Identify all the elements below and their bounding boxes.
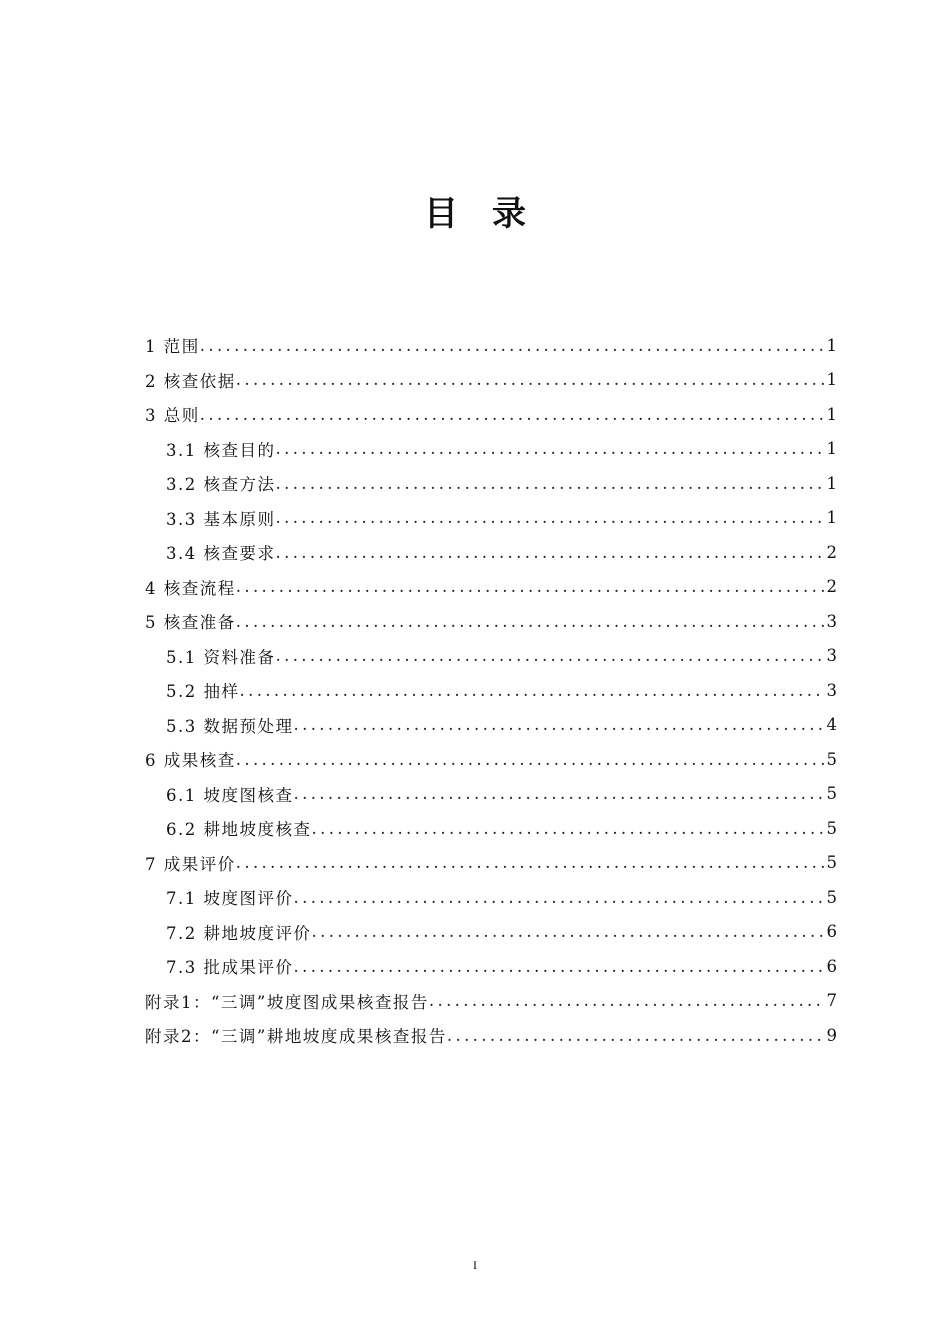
toc-entry-page: 5: [826, 818, 837, 838]
toc-dot-leader: [236, 612, 825, 631]
toc-entry[interactable]: [145, 432, 837, 467]
toc-dot-leader: [294, 784, 825, 803]
toc-entry-label: 3 总则: [145, 406, 200, 426]
toc-dot-leader: [200, 336, 825, 355]
toc-entry[interactable]: [145, 466, 837, 501]
toc-entry[interactable]: [145, 363, 837, 398]
toc-entry[interactable]: [145, 639, 837, 674]
toc-entry[interactable]: [145, 328, 837, 363]
toc-entry-label: 6 成果核查: [145, 751, 236, 771]
toc-dot-leader: [276, 646, 825, 665]
toc-entry[interactable]: [145, 397, 837, 432]
toc-entry-label: 6.2 耕地坡度核查: [166, 820, 312, 840]
toc-entry[interactable]: [145, 846, 837, 881]
toc-entry[interactable]: [145, 880, 837, 915]
toc-entry-page: 2: [826, 577, 837, 597]
toc-dot-leader: [276, 508, 825, 527]
toc-entry-page: 1: [826, 335, 837, 355]
toc-entry-page: 3: [826, 611, 837, 631]
toc-entry[interactable]: [145, 742, 837, 777]
table-of-contents: [145, 328, 837, 1053]
toc-dot-leader: [294, 888, 825, 907]
toc-entry-page: 9: [826, 1025, 837, 1045]
toc-entry-label: 5 核查准备: [145, 613, 236, 633]
toc-dot-leader: [429, 991, 825, 1010]
toc-entry-page: 2: [826, 542, 837, 562]
toc-entry[interactable]: [145, 915, 837, 950]
toc-entry-page: 5: [826, 887, 837, 907]
toc-dot-leader: [240, 681, 825, 700]
toc-entry-label: 3.2 核查方法: [166, 475, 276, 495]
toc-entry-page: 7: [826, 991, 837, 1011]
toc-entry-page: 5: [826, 749, 837, 769]
toc-entry-label: 4 核查流程: [145, 578, 236, 598]
toc-entry-label: 7.2 耕地坡度评价: [166, 923, 312, 943]
toc-entry-page: 4: [826, 715, 837, 735]
toc-entry-label: 1 范围: [145, 337, 200, 357]
toc-entry-label: 5.1 资料准备: [166, 647, 276, 667]
toc-entry[interactable]: [145, 535, 837, 570]
toc-dot-leader: [447, 1026, 825, 1045]
toc-entry[interactable]: [145, 949, 837, 984]
toc-entry-label: 3.4 核查要求: [166, 544, 276, 564]
toc-dot-leader: [276, 543, 825, 562]
toc-entry-page: 6: [826, 922, 837, 942]
toc-entry[interactable]: [145, 673, 837, 708]
toc-dot-leader: [200, 405, 825, 424]
toc-entry-label: 3.1 核查目的: [166, 440, 276, 460]
toc-entry-page: 1: [826, 404, 837, 424]
toc-dot-leader: [236, 370, 825, 389]
toc-entry-page: 3: [826, 646, 837, 666]
toc-entry-page: 5: [826, 784, 837, 804]
toc-entry[interactable]: [145, 811, 837, 846]
toc-dot-leader: [276, 439, 825, 458]
footer-page-number: I: [473, 1258, 477, 1272]
toc-entry-page: 6: [826, 956, 837, 976]
toc-entry-label: 3.3 基本原则: [166, 509, 276, 529]
page-title: 目录: [424, 194, 560, 234]
toc-entry-page: 3: [826, 680, 837, 700]
toc-entry-label: 7.1 坡度图评价: [166, 889, 294, 909]
toc-entry-label: 5.3 数据预处理: [166, 716, 294, 736]
toc-entry[interactable]: [145, 708, 837, 743]
toc-dot-leader: [276, 474, 825, 493]
toc-dot-leader: [312, 819, 825, 838]
toc-entry[interactable]: [145, 1018, 837, 1053]
toc-entry[interactable]: [145, 604, 837, 639]
toc-entry-page: 1: [826, 439, 837, 459]
toc-entry-label: 附录1：“三调”坡度图成果核查报告: [145, 992, 429, 1012]
toc-dot-leader: [312, 922, 825, 941]
toc-entry-label: 5.2 抽样: [166, 682, 240, 702]
toc-entry-label: 2 核查依据: [145, 371, 236, 391]
toc-dot-leader: [294, 715, 825, 734]
toc-entry[interactable]: [145, 501, 837, 536]
toc-entry-page: 1: [826, 473, 837, 493]
toc-dot-leader: [236, 853, 825, 872]
toc-dot-leader: [236, 750, 825, 769]
toc-entry-label: 6.1 坡度图核查: [166, 785, 294, 805]
toc-entry[interactable]: [145, 984, 837, 1019]
toc-entry-page: 5: [826, 853, 837, 873]
toc-entry[interactable]: [145, 777, 837, 812]
toc-entry-page: 1: [826, 370, 837, 390]
toc-dot-leader: [294, 957, 825, 976]
toc-entry-label: 7 成果评价: [145, 854, 236, 874]
toc-dot-leader: [236, 577, 825, 596]
toc-entry-page: 1: [826, 508, 837, 528]
toc-entry-label: 7.3 批成果评价: [166, 958, 294, 978]
toc-entry-label: 附录2：“三调”耕地坡度成果核查报告: [145, 1027, 447, 1047]
toc-entry[interactable]: [145, 570, 837, 605]
